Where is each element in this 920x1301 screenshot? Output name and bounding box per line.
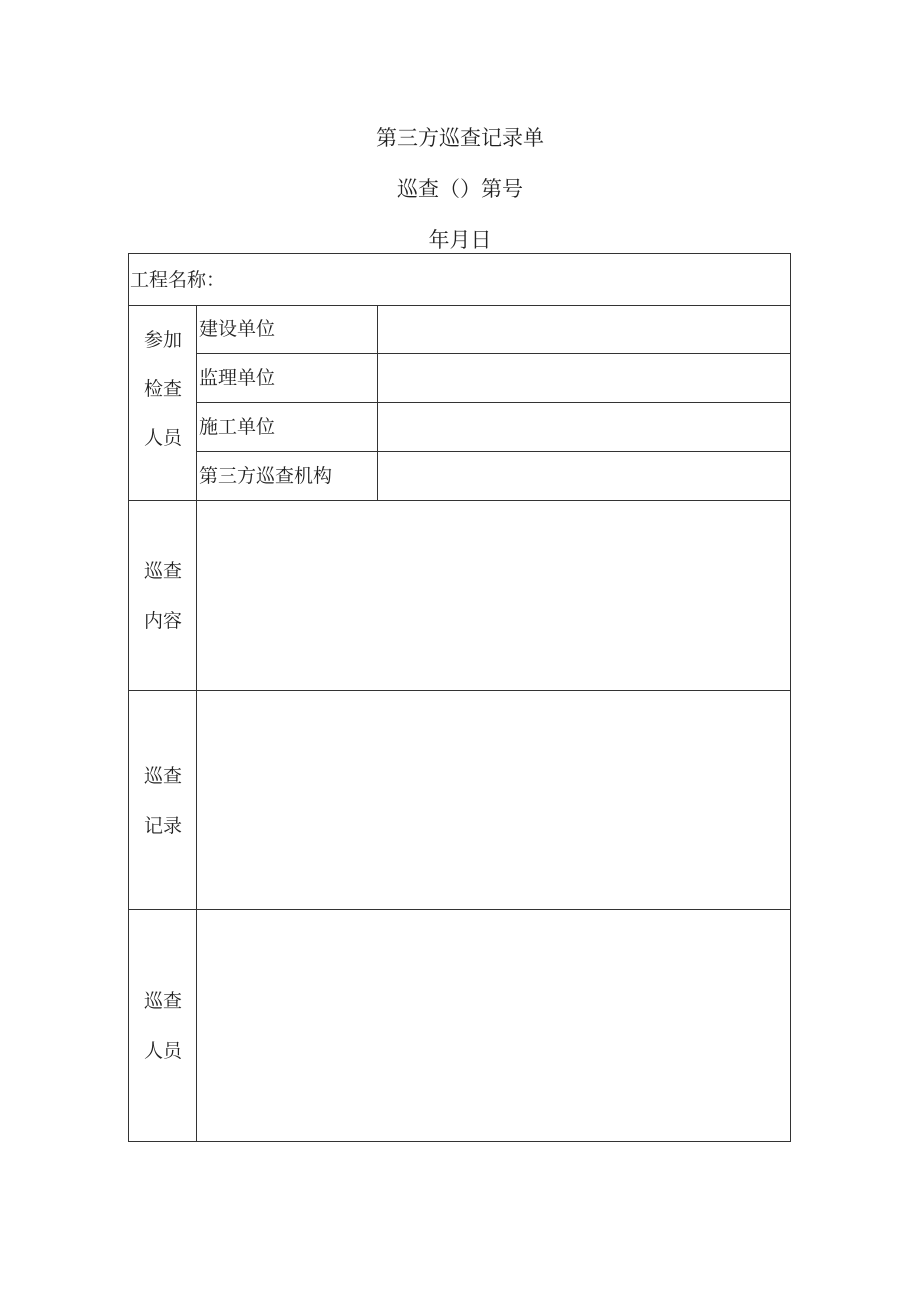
construction-unit-field[interactable]	[379, 307, 789, 352]
inspection-content-label-line: 巡查	[143, 560, 182, 582]
inspection-record-label-line: 巡查	[143, 765, 182, 787]
construction-unit-label: 建设单位	[199, 318, 276, 340]
participants-label-line: 人员	[143, 427, 182, 449]
project-name-field[interactable]	[240, 258, 785, 302]
form-date: 年月日	[428, 228, 492, 252]
table-border-top	[128, 253, 791, 254]
row-divider	[128, 500, 791, 501]
supervision-unit-label: 监理单位	[199, 367, 276, 389]
form-title: 第三方巡查记录单	[376, 126, 544, 150]
label-column-divider	[196, 305, 197, 1142]
inspection-record-field[interactable]	[198, 692, 789, 908]
unit-column-divider	[377, 305, 378, 501]
inspectors-label	[130, 976, 196, 1076]
inspectors-field[interactable]	[198, 911, 789, 1140]
inspection-content-label-line: 内容	[143, 610, 182, 632]
inspection-record-label-line: 记录	[143, 815, 182, 837]
contractor-unit-field[interactable]	[379, 404, 789, 450]
inspection-record-label	[130, 751, 196, 851]
table-border-right	[790, 253, 791, 1142]
supervision-unit-field[interactable]	[379, 355, 789, 401]
participants-label-line: 参加	[143, 329, 182, 351]
inspectors-label-line: 巡查	[143, 990, 182, 1012]
row-divider	[128, 690, 791, 691]
row-divider	[196, 451, 791, 452]
table-border-bottom	[128, 1141, 791, 1142]
project-name-label: 工程名称：	[130, 269, 226, 291]
row-divider	[196, 353, 791, 354]
inspection-content-label	[130, 546, 196, 646]
contractor-unit-label: 施工单位	[199, 416, 276, 438]
inspection-content-field[interactable]	[198, 502, 789, 689]
form-serial-number: 巡查（）第号	[397, 177, 523, 201]
row-divider	[196, 402, 791, 403]
table-border-left	[128, 253, 129, 1142]
participants-label-line: 检查	[143, 378, 182, 400]
participants-label	[130, 316, 196, 463]
row-divider	[128, 909, 791, 910]
row-divider	[128, 305, 791, 306]
third-party-agency-label: 第三方巡查机构	[199, 465, 333, 487]
third-party-agency-field[interactable]	[379, 453, 789, 499]
inspectors-label-line: 人员	[143, 1040, 182, 1062]
